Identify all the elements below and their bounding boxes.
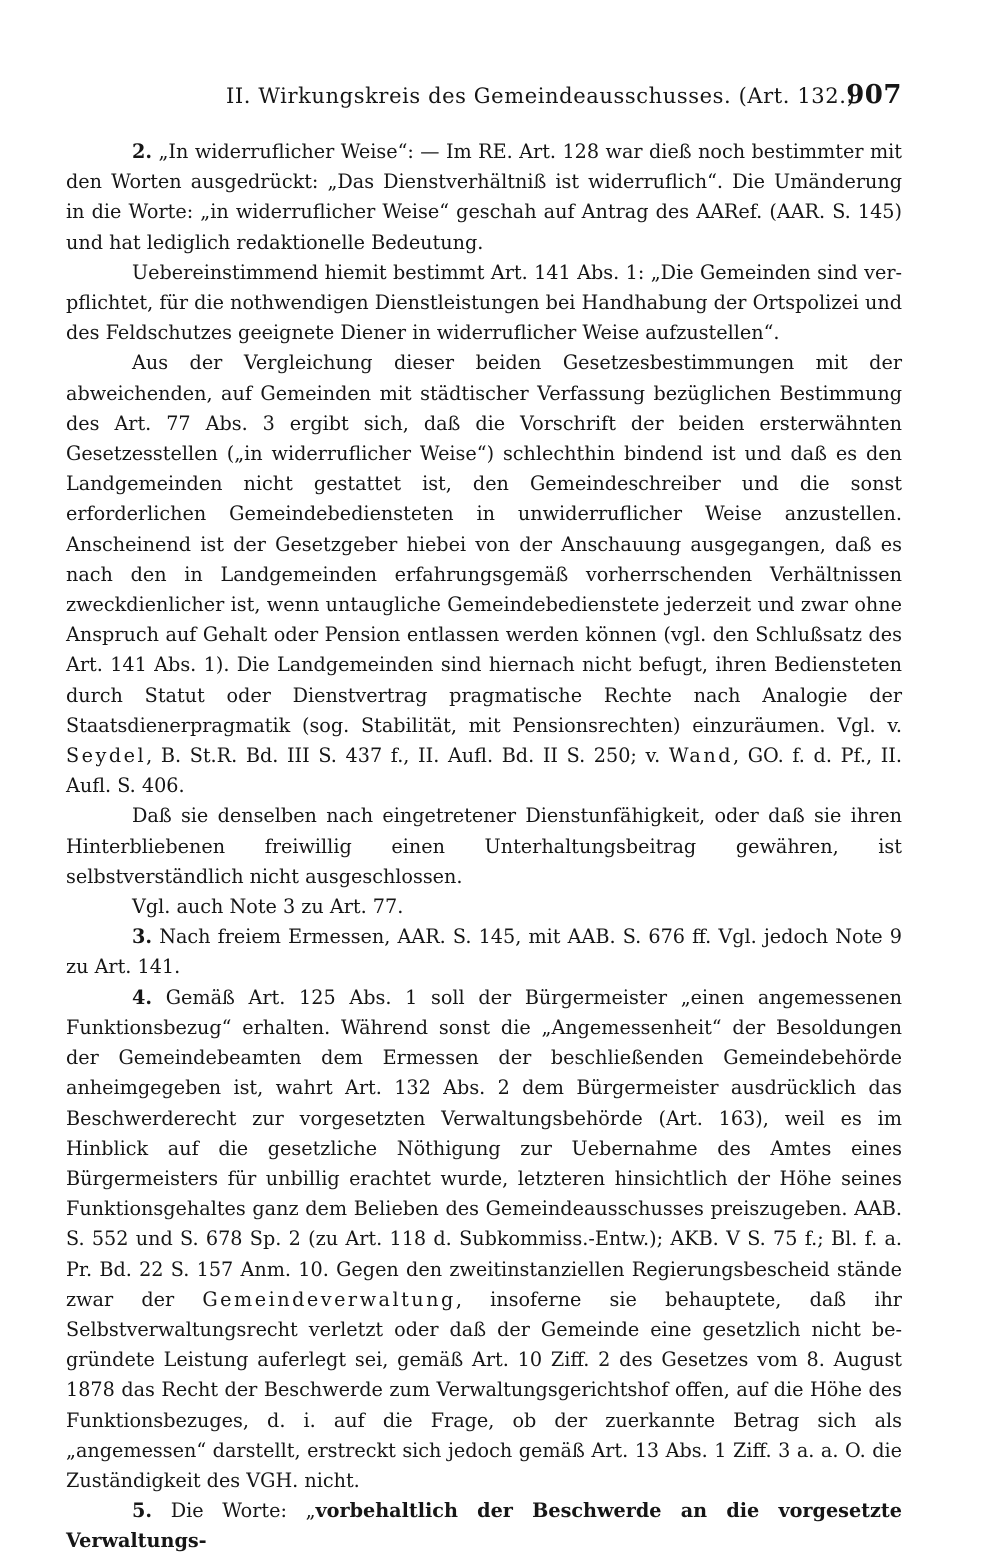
paragraph-text: Die Worte: „ — [170, 1499, 316, 1523]
running-title: II. Wirkungskreis des Gemeindeausschusses. (Art. 132.) — [226, 84, 856, 108]
paragraph-text: , insoferne sie behauptete, daß ihr Selbstverwaltungsrecht verletzt oder daß der Gemeinde eine gesetzlich nicht begründete Leistung auferlegt sei, gemäß Art. 10 Ziff. 2 des Gesetzes vom 8. August 1878 das Recht der Beschwerde zum Verwaltungsgerichtshof offen, auf die Höhe des Funktionsbezuges, d. i. auf die Frage, ob der zuerkannte Betrag sich als „angemessen“ darstellt, erstreckt sich jedoch gemäß Art. 13 Abs. 1 Ziff. 3 a. a. O. die Zuständigkeit des VGH. nicht. — [66, 1287, 902, 1492]
paragraph-text: Daß sie denselben nach eingetretener Dienstunfähigkeit, oder daß sie ihren Hinterbliebenen freiwillig einen Unterhaltungsbeitrag gewähren, ist selbstverständlich nicht ausgeschlossen. — [66, 804, 902, 888]
emphasized-term: Gemeindeverwaltung — [202, 1287, 456, 1311]
author-name: Wand — [668, 744, 733, 768]
note-number: 3. — [132, 925, 153, 949]
paragraph-text: Gemäß Art. 125 Abs. 1 soll der Bürgermeister „einen angemessenen Funktionsbezug“ erhalten. Während sonst die „Angemessenheit“ der Besoldungen der Gemeindebeamten dem Ermessen der beschließenden Gemeindebehörde anheimgegeben ist, wahrt Art. 132 Abs. 2 dem Bürgermeister ausdrücklich das Beschwerderecht zur vorgesetzten Verwaltungsbehörde (Art. 163), weil es im Hinblick auf die gesetzliche Nöthigung zur Uebernahme des Amtes eines Bürgermeisters für unbillig erachtet wurde, letzteren hinsichtlich der Höhe seines Funktionsgehaltes ganz dem Belieben des Gemeindeausschusses preiszugeben. AAB. S. 552 und S. 678 Sp. 2 (zu Art. 118 d. Subkommiss.-Entw.); AKB. V S. 75 f.; Bl. f. a. Pr. Bd. 22 S. 157 Anm. 10. Gegen den zweitinstanziellen Regierungsbescheid stände zwar der — [66, 985, 902, 1311]
paragraph-note-5 — [66, 1496, 902, 1556]
paragraph-text: Uebereinstimmend hiemit bestimmt Art. 141 Abs. 1: „Die Gemeinden sind verpflichtet, für die nothwendigen Dienstleistungen bei Handhabung der Ortspolizei und des Feldschutzes geeignete Diener in widerruflicher Weise aufzustellen“. — [66, 260, 902, 345]
paragraph-text: , B. St.R. Bd. III S. 437 f., II. Aufl. Bd. II S. 250; v. — [146, 744, 661, 768]
page-number: 907 — [846, 80, 902, 110]
paragraph-survivors — [66, 801, 902, 892]
paragraph-note-2 — [66, 137, 902, 258]
running-head — [66, 80, 902, 120]
note-number: 4. — [132, 985, 153, 1009]
emphasized-phrase: vorbehaltlich der Beschwerde an die vorgesetzte Verwaltungs- — [66, 1499, 903, 1553]
author-name: Seydel — [66, 744, 147, 768]
paragraph-note-3 — [66, 922, 902, 982]
note-number: 5. — [132, 1499, 153, 1523]
page-body — [66, 137, 902, 1557]
paragraph-text: Nach freiem Ermessen, AAR. S. 145, mit AAB. S. 676 ff. Vgl. jedoch Note 9 zu Art. 141. — [66, 925, 902, 979]
paragraph-text: Vgl. auch Note 3 zu Art. 77. — [132, 895, 404, 919]
paragraph-text: „In widerruflicher Weise“: — Im RE. Art. 128 war dieß noch bestimmter mit den Worten ausgedrückt: „Das Dienstverhältniß ist widerruflich“. Die Umänderung in die Worte: „in widerruflicher Weise“ geschah auf Antrag des AARef. (AAR. S. 145) und hat lediglich redaktionelle Bedeutung. — [66, 140, 902, 254]
paragraph-art-141 — [66, 258, 902, 349]
paragraph-text: Aus der Vergleichung dieser beiden Gesetzesbestimmungen mit der abweichenden, auf Gemeinden mit städtischer Verfassung bezüglichen Bestimmung des Art. 77 Abs. 3 ergibt sich, daß die Vorschrift der beiden ersterwähnten Gesetzesstellen („in widerruflicher Weise“) schlechthin bindend ist und daß es den Landgemeinden nicht gestattet ist, den Gemeindeschreiber und die sonst erforderlichen Gemeindebediensteten in unwiderruflicher Weise anzustellen. Anscheinend ist der Gesetzgeber hiebei von der Anschauung ausgegangen, daß es nach den in Landgemeinden erfahrungsgemäß vorherrschenden Verhältnissen zweckdienlicher ist, wenn untaugliche Gemeindebedienstete jederzeit und zwar ohne Anspruch auf Gehalt oder Pension entlassen werden können (vgl. den Schlußsatz des Art. 141 Abs. 1). Die Landgemeinden sind hiernach nicht befugt, ihren Bediensteten durch Statut oder Dienstvertrag pragmatische Rechte nach Analogie der Staatsdienerpragmatik (sog. Stabilität, mit Pensionsrechten) einzuräumen. Vgl. v. — [66, 351, 902, 737]
note-number: 2. — [132, 140, 153, 163]
paragraph-text: , GO. f. d. Pf., II. Aufl. S. 406. — [66, 744, 902, 798]
paragraph-comparison — [66, 348, 902, 801]
paragraph-reference — [66, 892, 902, 922]
paragraph-note-4 — [66, 983, 902, 1496]
